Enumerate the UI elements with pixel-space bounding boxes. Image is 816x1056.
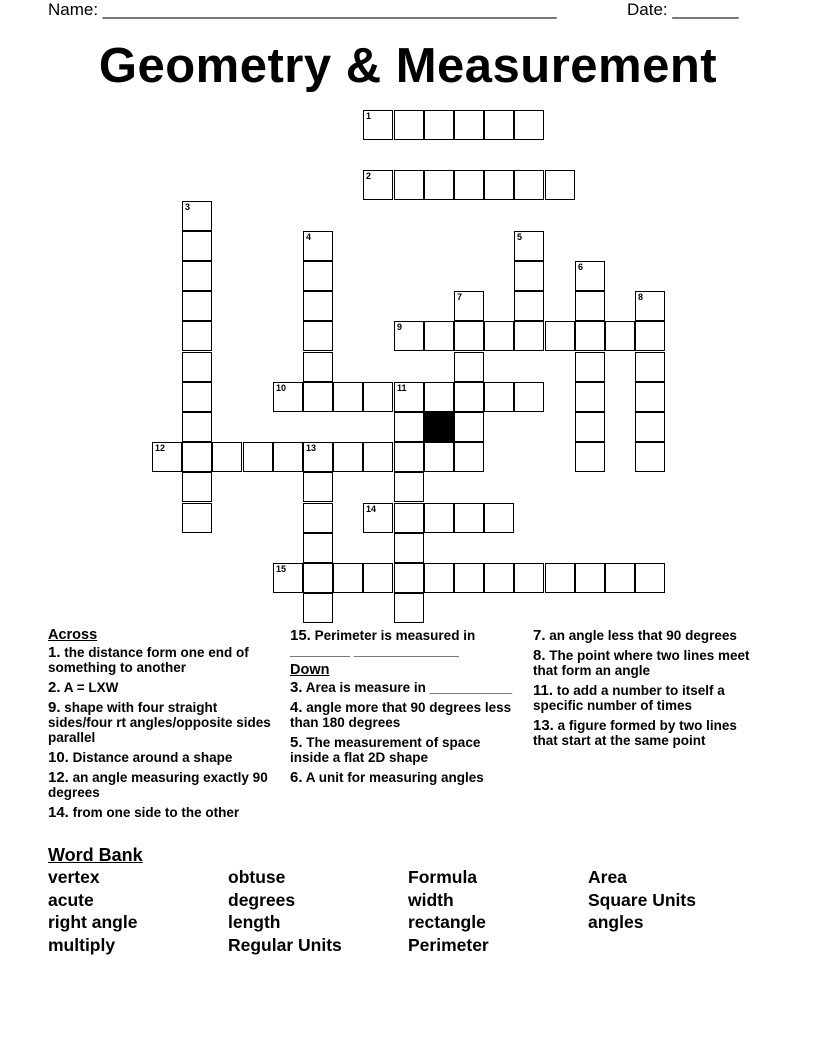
clue-item-number: 10. (48, 749, 69, 766)
grid-cell[interactable] (454, 170, 484, 200)
clue-number: 15 (276, 564, 287, 574)
clue-item-text: Area is measure in ___________ (302, 680, 513, 695)
clue-item-number: 3. (290, 679, 303, 696)
clue-number: 8 (638, 292, 644, 302)
clue-item (290, 700, 520, 730)
clue-number: 9 (397, 322, 403, 332)
clues-column-1 (48, 628, 278, 825)
grid-cell[interactable] (394, 442, 424, 472)
clue-item (533, 648, 763, 678)
grid-cell[interactable] (514, 261, 544, 291)
grid-cell[interactable] (635, 291, 665, 321)
grid-cell[interactable] (363, 170, 393, 200)
clue-item (290, 735, 520, 765)
clue-item (290, 680, 520, 695)
grid-cell[interactable] (303, 593, 333, 623)
clue-item-text: Distance around a shape (68, 750, 233, 765)
grid-cell[interactable] (394, 170, 424, 200)
grid-cell[interactable] (484, 503, 514, 533)
grid-cell[interactable] (303, 231, 333, 261)
word-bank-item: angles (588, 912, 644, 933)
grid-cell[interactable] (182, 291, 212, 321)
grid-cell[interactable] (303, 472, 333, 502)
grid-cell[interactable] (212, 442, 242, 472)
word-bank-item: Area (588, 867, 627, 887)
word-bank-item: degrees (228, 889, 296, 910)
grid-cell[interactable] (545, 321, 575, 351)
grid-cell[interactable] (514, 563, 544, 593)
grid-cell[interactable] (243, 442, 273, 472)
clue-item-number: 15. (290, 627, 311, 644)
grid-cell[interactable] (484, 563, 514, 593)
grid-cell[interactable] (635, 412, 665, 442)
clue-item-number: 2. (48, 679, 61, 696)
grid-cell[interactable] (575, 261, 605, 291)
grid-cell[interactable] (545, 563, 575, 593)
clue-number: 3 (185, 202, 191, 212)
clue-item-text: a figure formed by two lines that start at the same point (533, 718, 737, 748)
grid-cell[interactable] (394, 412, 424, 442)
grid-cell[interactable] (424, 170, 454, 200)
word-bank-item: rectangle (408, 912, 486, 933)
clue-item-text: an angle measuring exactly 90 degrees (48, 770, 268, 800)
grid-cell[interactable] (363, 442, 393, 472)
clue-item (48, 700, 278, 745)
grid-block (424, 412, 454, 442)
clues-column-3 (533, 628, 763, 753)
grid-cell[interactable] (605, 563, 635, 593)
clue-item-text: A unit for measuring angles (302, 770, 484, 785)
grid-cell[interactable] (394, 503, 424, 533)
clue-number: 12 (155, 443, 166, 453)
word-bank-item: acute (48, 889, 94, 910)
clue-section-heading: Across (48, 627, 98, 643)
grid-cell[interactable] (182, 503, 212, 533)
grid-cell[interactable] (182, 442, 212, 472)
grid-cell[interactable] (394, 110, 424, 140)
grid-cell[interactable] (575, 382, 605, 412)
clue-item (533, 683, 763, 713)
grid-cell[interactable] (273, 382, 303, 412)
clue-item (533, 718, 763, 748)
clue-item-number: 14. (48, 804, 69, 821)
grid-cell[interactable] (363, 382, 393, 412)
grid-cell[interactable] (182, 261, 212, 291)
clue-item (48, 805, 278, 820)
grid-cell[interactable] (152, 442, 182, 472)
word-bank-item: obtuse (228, 867, 286, 887)
grid-cell[interactable] (545, 170, 575, 200)
grid-cell[interactable] (575, 291, 605, 321)
grid-cell[interactable] (182, 412, 212, 442)
word-bank-heading: Word Bank (48, 845, 143, 865)
grid-cell[interactable] (182, 352, 212, 382)
clue-item-text: from one side to the other (68, 805, 240, 820)
word-bank-item: width (408, 889, 454, 910)
grid-cell[interactable] (363, 503, 393, 533)
grid-cell[interactable] (424, 503, 454, 533)
grid-cell[interactable] (635, 382, 665, 412)
clue-number: 10 (276, 383, 287, 393)
grid-cell[interactable] (333, 442, 363, 472)
grid-cell[interactable] (182, 382, 212, 412)
word-bank-item: multiply (48, 935, 116, 956)
clue-item-number: 6. (290, 769, 303, 786)
grid-cell[interactable] (454, 503, 484, 533)
grid-cell[interactable] (514, 291, 544, 321)
grid-cell[interactable] (514, 382, 544, 412)
grid-cell[interactable] (575, 563, 605, 593)
grid-cell[interactable] (575, 442, 605, 472)
clue-item (48, 770, 278, 800)
grid-cell[interactable] (273, 442, 303, 472)
clue-number: 1 (366, 111, 372, 121)
clue-number: 2 (366, 171, 372, 181)
clue-number: 11 (397, 383, 407, 393)
grid-cell[interactable] (333, 563, 363, 593)
clue-item (290, 770, 520, 785)
clue-item-number: 12. (48, 769, 69, 786)
clues-column-2 (290, 628, 520, 790)
grid-cell[interactable] (514, 170, 544, 200)
grid-cell[interactable] (605, 321, 635, 351)
grid-cell[interactable] (303, 352, 333, 382)
grid-cell[interactable] (303, 382, 333, 412)
clue-number: 13 (306, 443, 317, 453)
grid-cell[interactable] (484, 321, 514, 351)
grid-cell[interactable] (424, 442, 454, 472)
clue-item-number: 7. (533, 627, 546, 644)
grid-cell[interactable] (635, 442, 665, 472)
grid-cell[interactable] (635, 321, 665, 351)
clue-item (48, 645, 278, 675)
grid-cell[interactable] (454, 563, 484, 593)
grid-cell[interactable] (303, 261, 333, 291)
grid-cell[interactable] (514, 321, 544, 351)
word-bank-item: Perimeter (408, 935, 489, 956)
clue-item-text: shape with four straight sides/four rt angles/opposite sides parallel (48, 700, 271, 745)
clue-item-number: 9. (48, 699, 61, 716)
grid-cell[interactable] (514, 110, 544, 140)
grid-cell[interactable] (454, 291, 484, 321)
date-field-line: Date: _______ (627, 0, 739, 19)
grid-cell[interactable] (454, 110, 484, 140)
grid-cell[interactable] (394, 563, 424, 593)
grid-cell[interactable] (394, 593, 424, 623)
grid-cell[interactable] (394, 321, 424, 351)
grid-cell[interactable] (182, 231, 212, 261)
grid-cell[interactable] (182, 472, 212, 502)
grid-cell[interactable] (575, 412, 605, 442)
grid-cell[interactable] (424, 321, 454, 351)
clue-item-text: The point where two lines meet that form an angle (533, 648, 750, 678)
name-field-line: Name: ________________________________________________ (48, 0, 557, 19)
grid-cell[interactable] (303, 503, 333, 533)
grid-cell[interactable] (635, 352, 665, 382)
grid-cell[interactable] (363, 563, 393, 593)
grid-cell[interactable] (484, 382, 514, 412)
word-bank-item: Formula (408, 867, 478, 887)
clue-item-number: 5. (290, 734, 303, 751)
grid-cell[interactable] (182, 201, 212, 231)
word-bank-item: right angle (48, 912, 138, 933)
grid-cell[interactable] (424, 110, 454, 140)
grid-cell[interactable] (635, 563, 665, 593)
grid-cell[interactable] (575, 352, 605, 382)
grid-cell[interactable] (273, 563, 303, 593)
grid-cell[interactable] (394, 382, 424, 412)
clue-item-number: 4. (290, 699, 303, 716)
page-title: Geometry & Measurement (98, 39, 718, 93)
clue-item-text: The measurement of space inside a flat 2D shape (290, 735, 481, 765)
word-bank-item: length (228, 912, 281, 933)
grid-cell[interactable] (424, 382, 454, 412)
clue-item-text: the distance form one end of something to another (48, 645, 249, 675)
word-bank-item: vertex (48, 867, 100, 887)
grid-cell[interactable] (394, 533, 424, 563)
clue-item (48, 680, 278, 695)
grid-cell[interactable] (303, 321, 333, 351)
grid-cell[interactable] (454, 382, 484, 412)
word-bank-item: Regular Units (228, 935, 342, 956)
clue-section-heading: Down (290, 662, 330, 678)
grid-cell[interactable] (303, 442, 333, 472)
clue-number: 14 (366, 504, 377, 514)
clue-item (533, 628, 763, 643)
grid-cell[interactable] (303, 291, 333, 321)
grid-cell[interactable] (394, 472, 424, 502)
grid-cell[interactable] (484, 170, 514, 200)
clue-number: 5 (517, 232, 523, 242)
grid-cell[interactable] (454, 321, 484, 351)
grid-cell[interactable] (484, 110, 514, 140)
grid-cell[interactable] (182, 321, 212, 351)
clue-item-number: 11. (533, 682, 554, 699)
grid-cell[interactable] (333, 382, 363, 412)
word-bank-item: Square Units (588, 889, 696, 910)
clue-number: 6 (578, 262, 584, 272)
grid-cell[interactable] (514, 231, 544, 261)
clue-item-text: angle more that 90 degrees less than 180 degrees (290, 700, 512, 730)
clue-item-number: 13. (533, 717, 554, 734)
clue-number: 4 (306, 232, 312, 242)
clue-number: 7 (457, 292, 463, 302)
clue-item (48, 750, 278, 765)
grid-cell[interactable] (363, 110, 393, 140)
grid-cell[interactable] (303, 563, 333, 593)
clue-item-text: to add a number to itself a specific number of times (533, 683, 725, 713)
clue-item-text: A = LXW (60, 680, 119, 695)
clue-item-text: an angle less that 90 degrees (545, 628, 737, 643)
grid-cell[interactable] (575, 321, 605, 351)
clue-item-text: Perimeter is measured in ________ ______________ (290, 628, 476, 658)
clue-item-number: 8. (533, 647, 546, 664)
clue-item (290, 628, 520, 658)
grid-cell[interactable] (454, 352, 484, 382)
grid-cell[interactable] (454, 412, 484, 442)
grid-cell[interactable] (454, 442, 484, 472)
grid-cell[interactable] (424, 563, 454, 593)
clue-item-number: 1. (48, 644, 61, 661)
grid-cell[interactable] (303, 533, 333, 563)
